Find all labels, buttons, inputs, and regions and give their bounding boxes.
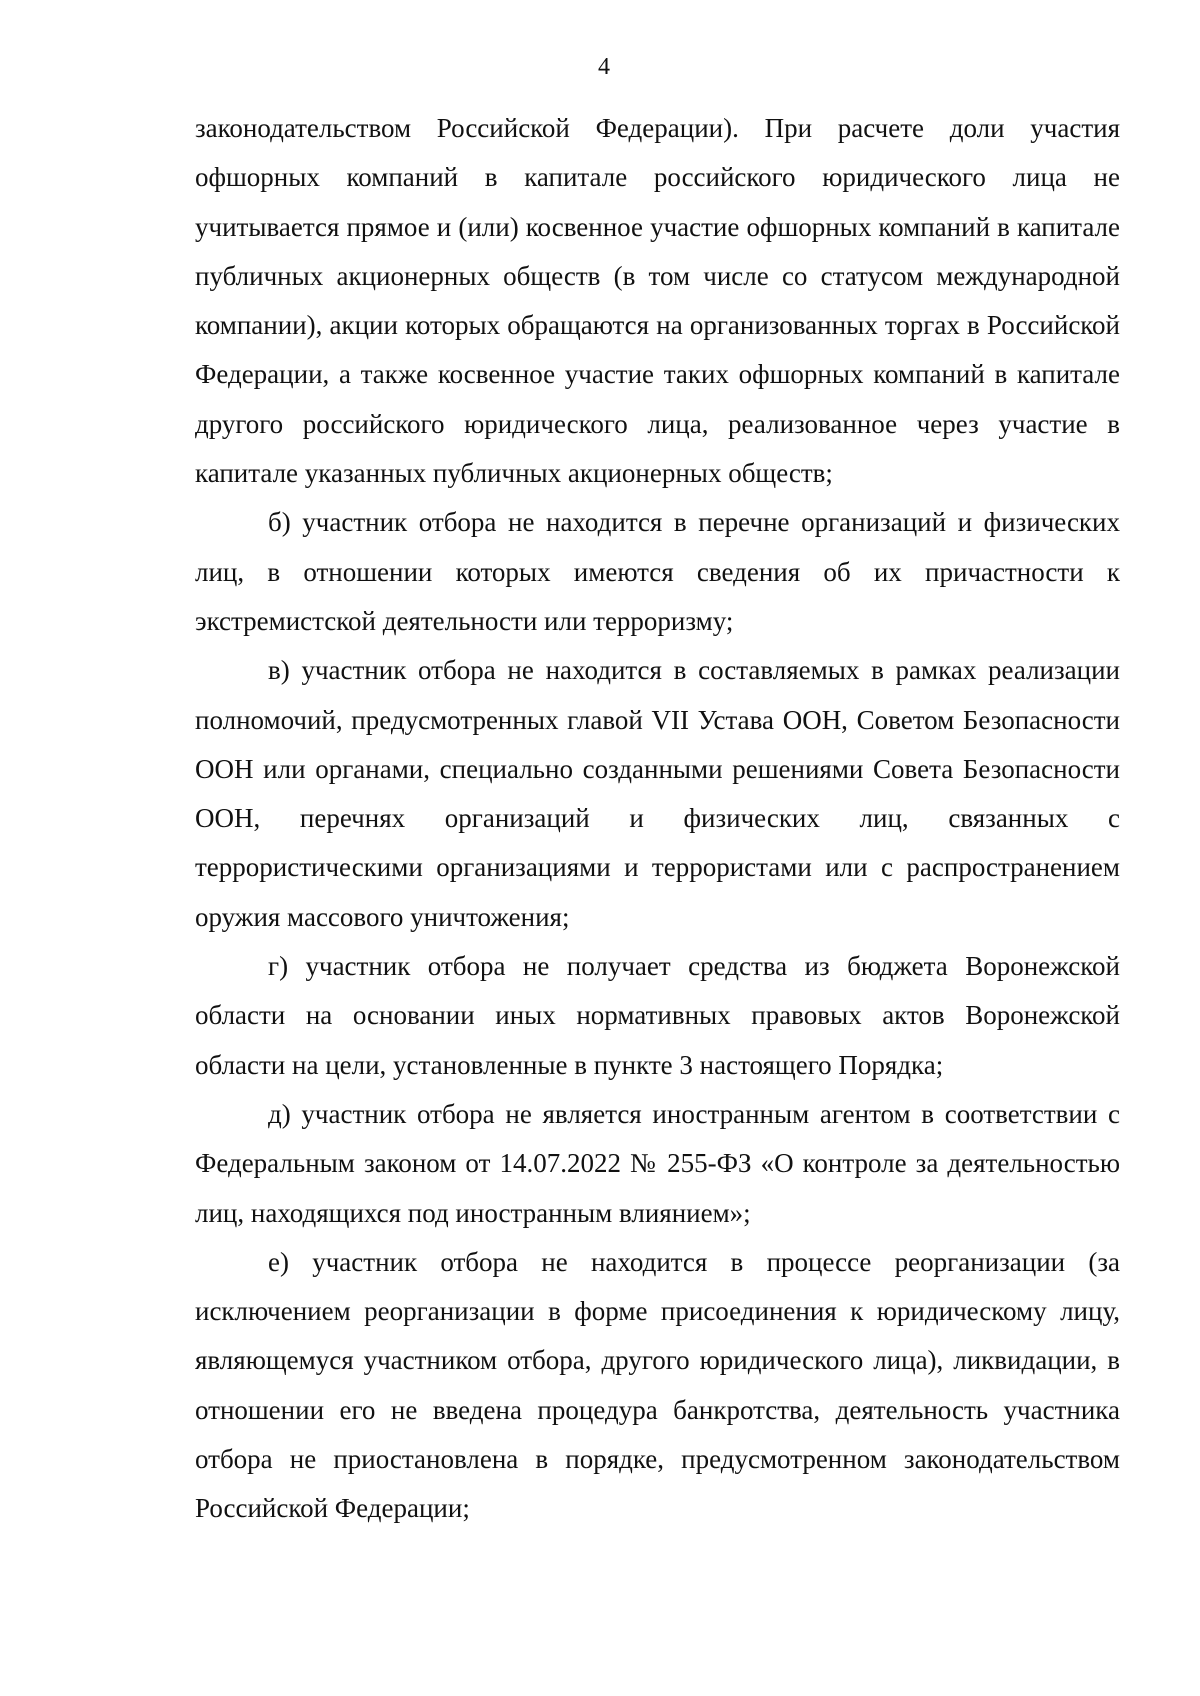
paragraph-item-b: б) участник отбора не находится в перечне организаций и физических лиц, в отношении которых имеются сведения об их причастности к экстремистской деятельности или терроризму; — [195, 507, 1120, 636]
paragraph-item-g: г) участник отбора не получает средства из бюджета Воронежской области на основании иных нормативных правовых актов Воронежской области на цели, установленные в пункте 3 настоящего Порядка; — [195, 951, 1120, 1080]
document-body — [195, 104, 1120, 1534]
paragraph-item-v: в) участник отбора не находится в составляемых в рамках реализации полномочий, предусмотренных главой VII Устава ООН, Советом Безопасности ООН или органами, специально созданными решениями Совета Безопасности ООН, перечнях организаций и физических лиц, связанных с террористическими организациями и террористами или с распространением оружия массового уничтожения; — [195, 655, 1120, 932]
paragraph-item-e: е) участник отбора не находится в процессе реорганизации (за исключением реорганизации в форме присоединения к юридическому лицу, являющемуся участником отбора, другого юридического лица), ликвидации, в отношении его не введена процедура банкротства, деятельность участника отбора не приостановлена в порядке, предусмотренном законодательством Российской Федерации; — [195, 1246, 1120, 1524]
paragraph-continuation: законодательством Российской Федерации). При расчете доли участия офшорных компаний в капитале российского юридического лица не учитывается прямое и (или) косвенное участие офшорных компаний в капитале публичных акционерных обществ (в том числе со статусом международной компании), акции которых обращаются на организованных торгах в Российской Федерации, а также косвенное участие таких офшорных компаний в капитале другого российского юридического лица, реализованное через участие в капитале указанных публичных акционерных обществ; — [195, 113, 1120, 489]
paragraph-item-d: д) участник отбора не является иностранным агентом в соответствии с Федеральным законом от 14.07.2022 № 255-ФЗ «О контроле за деятельностью лиц, находящихся под иностранным влиянием»; — [195, 1098, 1120, 1228]
page-number: 4 — [598, 54, 610, 80]
